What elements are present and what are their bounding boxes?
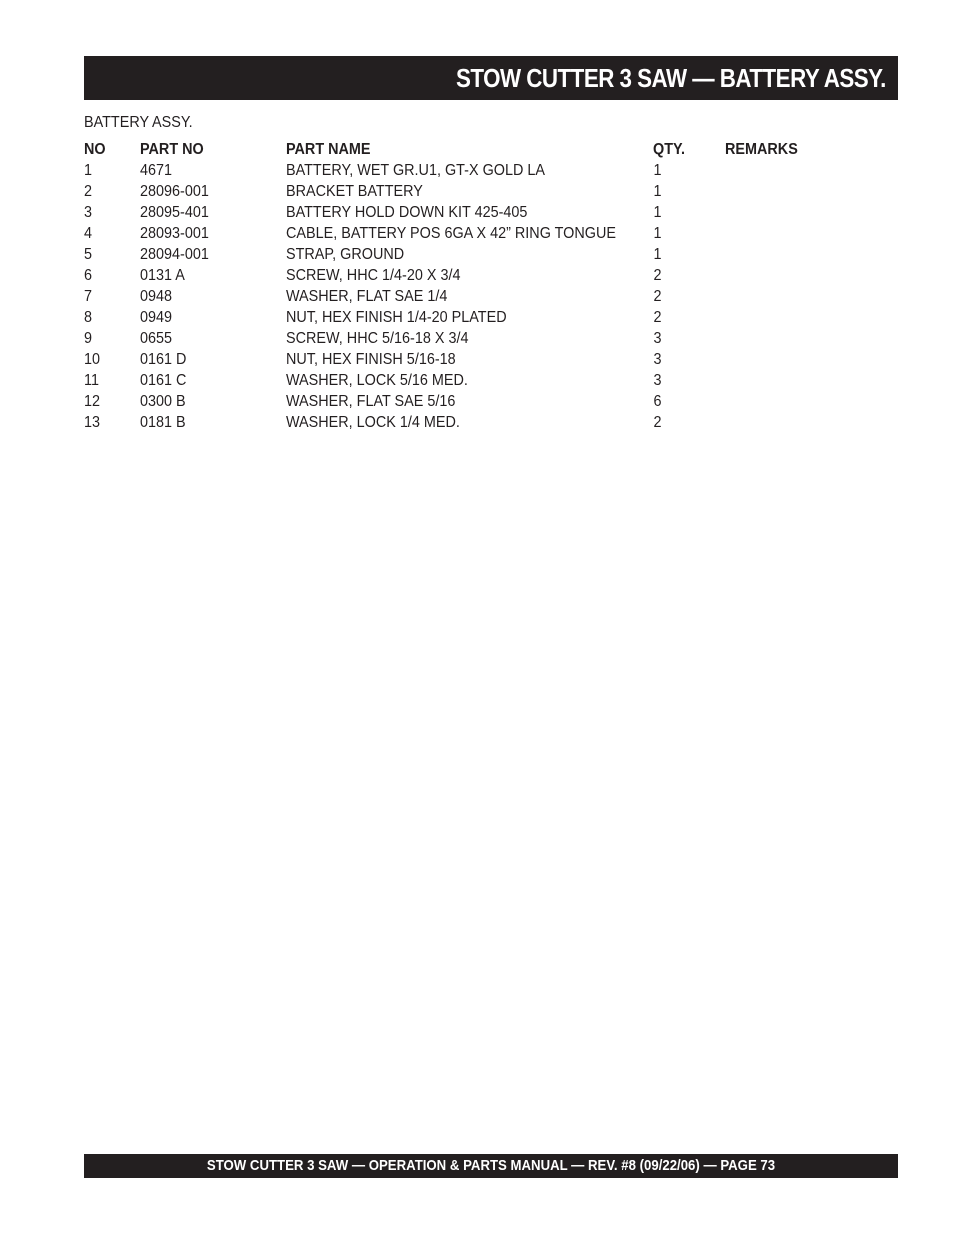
cell-no: 4 xyxy=(84,225,93,242)
cell-part-name: WASHER, FLAT SAE 5/16 xyxy=(286,393,456,410)
cell-no: 10 xyxy=(84,351,101,368)
cell-part-no: 28094-001 xyxy=(140,246,209,263)
cell-part-name: WASHER, LOCK 5/16 MED. xyxy=(286,372,468,389)
column-header-qty: QTY. xyxy=(652,141,685,158)
cell-remarks xyxy=(725,391,845,412)
table-row xyxy=(84,202,845,223)
cell-part-name: BATTERY HOLD DOWN KIT 425-405 xyxy=(286,204,528,221)
cell-no: 11 xyxy=(84,372,99,389)
cell-remarks xyxy=(725,349,845,370)
cell-part-no: 0949 xyxy=(140,309,173,326)
table-row xyxy=(84,391,845,412)
cell-remarks xyxy=(725,181,845,202)
cell-part-no: 0161 D xyxy=(140,351,187,368)
cell-part-no: 4671 xyxy=(140,162,173,179)
cell-qty: 2 xyxy=(653,288,662,305)
cell-qty: 3 xyxy=(653,372,662,389)
table-row xyxy=(84,265,845,286)
cell-part-name: NUT, HEX FINISH 1/4-20 PLATED xyxy=(286,309,507,326)
cell-no: 9 xyxy=(84,330,93,347)
cell-qty: 3 xyxy=(653,351,662,368)
cell-part-no: 28093-001 xyxy=(140,225,209,242)
cell-part-no: 0131 A xyxy=(140,267,185,284)
cell-no: 5 xyxy=(84,246,93,263)
cell-remarks xyxy=(725,244,845,265)
cell-part-name: SCREW, HHC 1/4-20 X 3/4 xyxy=(286,267,461,284)
cell-qty: 1 xyxy=(653,225,662,242)
cell-qty: 1 xyxy=(653,246,662,263)
footer-bar xyxy=(84,1154,898,1178)
cell-remarks xyxy=(725,328,845,349)
parts-table xyxy=(84,139,845,433)
table-row xyxy=(84,223,845,244)
cell-part-name: BATTERY, WET GR.U1, GT-X GOLD LA xyxy=(286,162,546,179)
table-row xyxy=(84,412,845,433)
cell-part-no: 28095-401 xyxy=(140,204,209,221)
table-row xyxy=(84,370,845,391)
parts-table-body xyxy=(84,160,845,433)
cell-no: 8 xyxy=(84,309,93,326)
cell-part-no: 0161 C xyxy=(140,372,187,389)
cell-qty: 2 xyxy=(653,267,662,284)
cell-qty: 6 xyxy=(653,393,662,410)
cell-no: 13 xyxy=(84,414,101,431)
column-header-no: NO xyxy=(84,141,106,158)
table-row xyxy=(84,286,845,307)
section-label: BATTERY ASSY. xyxy=(84,114,193,131)
title-bar xyxy=(84,56,898,100)
cell-no: 7 xyxy=(84,288,93,305)
cell-remarks xyxy=(725,223,845,244)
cell-no: 2 xyxy=(84,183,93,200)
column-header-part-name: PART NAME xyxy=(286,141,371,158)
cell-no: 12 xyxy=(84,393,101,410)
cell-part-no: 0948 xyxy=(140,288,173,305)
cell-part-name: BRACKET BATTERY xyxy=(286,183,423,200)
cell-qty: 2 xyxy=(653,309,662,326)
cell-remarks xyxy=(725,265,845,286)
cell-no: 1 xyxy=(84,162,93,179)
cell-part-no: 0655 xyxy=(140,330,173,347)
cell-remarks xyxy=(725,202,845,223)
cell-qty: 1 xyxy=(653,204,662,221)
table-header-row xyxy=(84,139,845,160)
table-row xyxy=(84,181,845,202)
table-row xyxy=(84,307,845,328)
cell-part-name: WASHER, LOCK 1/4 MED. xyxy=(286,414,460,431)
cell-remarks xyxy=(725,370,845,391)
cell-part-no: 0181 B xyxy=(140,414,186,431)
cell-qty: 2 xyxy=(653,414,662,431)
cell-remarks xyxy=(725,286,845,307)
cell-part-no: 0300 B xyxy=(140,393,186,410)
page-title: STOW CUTTER 3 SAW — BATTERY ASSY. xyxy=(456,63,886,93)
cell-no: 6 xyxy=(84,267,93,284)
footer-text: STOW CUTTER 3 SAW — OPERATION & PARTS MANUAL — REV. #8 (09/22/06) — PAGE 73 xyxy=(206,1157,776,1174)
cell-part-name: NUT, HEX FINISH 5/16-18 xyxy=(286,351,456,368)
cell-qty: 3 xyxy=(653,330,662,347)
column-header-part-no: PART NO xyxy=(140,141,204,158)
cell-part-name: WASHER, FLAT SAE 1/4 xyxy=(286,288,448,305)
cell-part-name: STRAP, GROUND xyxy=(286,246,405,263)
table-row xyxy=(84,160,845,181)
column-header-remarks: REMARKS xyxy=(724,141,798,158)
cell-remarks xyxy=(725,412,845,433)
cell-part-no: 28096-001 xyxy=(140,183,209,200)
cell-part-name: CABLE, BATTERY POS 6GA X 42” RING TONGUE xyxy=(286,225,616,242)
cell-no: 3 xyxy=(84,204,93,221)
cell-part-name: SCREW, HHC 5/16-18 X 3/4 xyxy=(286,330,469,347)
cell-qty: 1 xyxy=(653,183,662,200)
cell-remarks xyxy=(725,307,845,328)
table-row xyxy=(84,328,845,349)
table-row xyxy=(84,349,845,370)
table-row xyxy=(84,244,845,265)
cell-qty: 1 xyxy=(653,162,662,179)
cell-remarks xyxy=(725,160,845,181)
